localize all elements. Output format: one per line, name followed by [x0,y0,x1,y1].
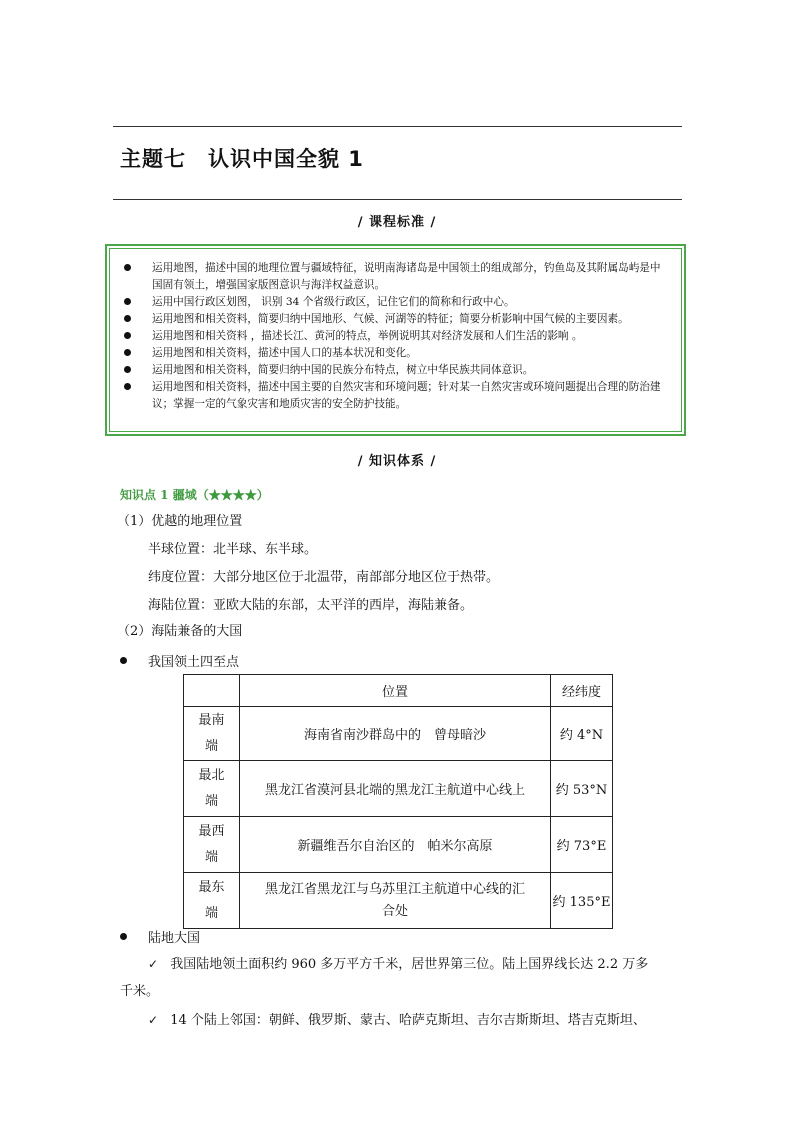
table-header-row [184,675,613,707]
bullet-icon [124,366,131,373]
standard-item [124,362,671,379]
table-cell-coord: 约 73°E [551,817,613,873]
knowledge-point-title: 知识点 1 疆域（★★★★） [120,488,269,502]
extreme-points-table [183,674,613,929]
standard-text: 运用中国行政区划图， 识别 34 个省级行政区，记住它们的简称和行政中心。 [152,296,515,308]
subheading-big-country: （2）海陆兼备的大国 [117,624,243,639]
bullet-extremes [120,650,239,670]
table-cell-name: 最南 端 [184,707,240,761]
standard-text: 运用地图和相关资料 ，描述长江、黄河的特点，举例说明其对经济发展和人们生活的影响 。 [152,330,583,342]
title-rule [113,199,682,200]
standard-item [124,311,671,328]
standard-item [124,328,671,345]
latitude-position: 纬度位置：大部分地区位于北温带，南部部分地区位于热带。 [148,570,500,585]
standard-text: 运用地图，描述中国的地理位置与疆域特征，说明南海诸岛是中国领土的组成部分，钓鱼岛及其附属岛屿是中国固有领土，增强国家版图意识与海洋权益意识。 [152,262,661,291]
table-cell-coord: 约 4°N [551,707,613,761]
standard-item [124,260,671,294]
land-area-line-continued: 千米。 [120,984,160,999]
bullet-extremes-text: 我国领土四至点 [148,654,240,670]
standard-text: 运用地图和相关资料，描述中国人口的基本状况和变化。 [152,347,417,359]
table-cell-coord: 约 53°N [551,761,613,817]
standard-item [124,379,671,413]
sea-land-position: 海陆位置：亚欧大陆的东部，太平洋的西岸，海陆兼备。 [148,598,474,613]
standard-text: 运用地图和相关资料，简要归纳中国的民族分布特点，树立中华民族共同体意识。 [152,364,534,376]
subheading-location: （1）优越的地理位置 [117,514,243,529]
table-row [184,817,613,873]
table-cell-location: 海南省南沙群岛中的 曾母暗沙 [240,707,551,761]
standard-text: 运用地图和相关资料，描述中国主要的自然灾害和环境问题；针对某一自然灾害或环境问题提出合理的防治建议；掌握一定的气象灾害和地质灾害的安全防护技能。 [152,381,661,410]
table-header-cell [184,675,240,707]
table-row [184,761,613,817]
land-area-line [148,954,648,975]
table-cell-location: 新疆维吾尔自治区的 帕米尔高原 [240,817,551,873]
standard-text: 运用地图和相关资料，简要归纳中国地形、气候、河湖等的特征；简要分析影响中国气候的主要因素。 [152,313,629,325]
course-standard-box [105,244,686,436]
bullet-icon [124,349,131,356]
knowledge-heading: / 知识体系 / [357,454,437,469]
table-cell-coord: 约 135°E [551,873,613,929]
bullet-land-text: 陆地大国 [148,930,201,946]
bullet-icon [124,298,131,305]
table-cell-name: 最西 端 [184,817,240,873]
neighbors-text: 14 个陆上邻国：朝鲜、俄罗斯、蒙古、哈萨克斯坦、吉尔吉斯斯坦、塔吉克斯坦、 [170,1013,646,1028]
table-cell-name: 最东 端 [184,873,240,929]
neighbors-line [148,1010,646,1031]
course-standard-heading: / 课程标准 / [357,215,437,230]
hemisphere-position: 半球位置：北半球、东半球。 [148,542,318,557]
check-icon: ✓ [148,1013,159,1027]
table-row [184,707,613,761]
table-header-cell: 经纬度 [551,675,613,707]
table-cell-location: 黑龙江省黑龙江与乌苏里江主航道中心线的汇 合处 [240,873,551,929]
standard-item [124,294,671,311]
table-cell-location: 黑龙江省漠河县北端的黑龙江主航道中心线上 [240,761,551,817]
table-header-cell: 位置 [240,675,551,707]
standard-item [124,345,671,362]
table-row [184,873,613,929]
page-title: 主题七 认识中国全貌 1 [120,147,364,171]
bullet-icon [120,933,127,940]
top-rule [113,126,682,127]
land-area-text: 我国陆地领土面积约 960 多万平方千米，居世界第三位。陆上国界线长达 2.2 万多 [170,957,649,972]
bullet-icon [124,264,131,271]
bullet-icon [124,383,131,390]
bullet-icon [124,332,131,339]
bullet-icon [120,657,127,664]
table-cell-name: 最北 端 [184,761,240,817]
bullet-land [120,926,200,946]
bullet-icon [124,315,131,322]
check-icon: ✓ [148,957,159,971]
